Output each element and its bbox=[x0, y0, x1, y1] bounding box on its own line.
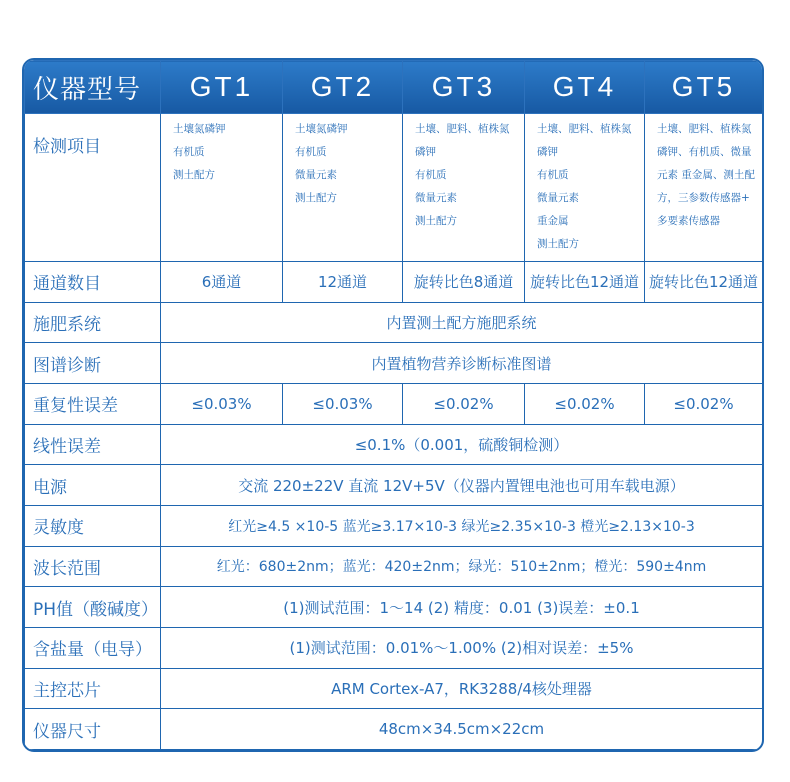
item-line: 重金属 bbox=[537, 215, 569, 227]
item-line: 元素 重金属、测土配 bbox=[657, 169, 755, 181]
items-cell-gt5 bbox=[645, 114, 763, 262]
row-items bbox=[25, 114, 763, 262]
row-label: 电源 bbox=[25, 465, 161, 506]
item-line: 多要素传感器 bbox=[657, 215, 720, 227]
row-wavelength bbox=[25, 546, 763, 587]
row-ph bbox=[25, 587, 763, 628]
row-fertilizer bbox=[25, 302, 763, 343]
row-sensitivity bbox=[25, 505, 763, 546]
repeat-error-gt2: ≤0.03% bbox=[283, 383, 403, 424]
row-size bbox=[25, 709, 763, 750]
row-label: PH值（酸碱度） bbox=[25, 587, 161, 628]
item-line: 磷钾 bbox=[415, 146, 436, 158]
power-value: 交流 220±22V 直流 12V+5V（仪器内置锂电池也可用车载电源） bbox=[161, 465, 763, 506]
item-line: 测土配方 bbox=[173, 169, 215, 181]
channels-gt3: 旋转比色8通道 bbox=[403, 262, 525, 303]
row-label: 灵敏度 bbox=[25, 505, 161, 546]
row-label: 波长范围 bbox=[25, 546, 161, 587]
item-line: 方，三参数传感器+ bbox=[657, 192, 750, 204]
model-gt2: GT2 bbox=[283, 61, 403, 114]
item-line: 有机质 bbox=[537, 169, 569, 181]
model-gt4: GT4 bbox=[525, 61, 645, 114]
row-label: 检测项目 bbox=[25, 114, 161, 262]
item-line: 微量元素 bbox=[537, 192, 579, 204]
fertilizer-value: 内置测土配方施肥系统 bbox=[161, 302, 763, 343]
row-linear-error bbox=[25, 424, 763, 465]
channels-gt4: 旋转比色12通道 bbox=[525, 262, 645, 303]
item-line: 土壤、肥料、植株氮 bbox=[657, 123, 752, 135]
row-power bbox=[25, 465, 763, 506]
item-line: 测土配方 bbox=[415, 215, 457, 227]
item-line: 测土配方 bbox=[537, 238, 579, 250]
item-line: 有机质 bbox=[415, 169, 447, 181]
channels-gt2: 12通道 bbox=[283, 262, 403, 303]
row-label: 线性误差 bbox=[25, 424, 161, 465]
items-cell-gt1 bbox=[161, 114, 283, 262]
row-label: 含盐量（电导） bbox=[25, 627, 161, 668]
header-row bbox=[25, 61, 763, 114]
salinity-value: (1)测试范围：0.01%～1.00% (2)相对误差：±5% bbox=[161, 627, 763, 668]
items-cell-gt3 bbox=[403, 114, 525, 262]
channels-gt1: 6通道 bbox=[161, 262, 283, 303]
item-line: 微量元素 bbox=[295, 169, 337, 181]
row-repeat-error bbox=[25, 383, 763, 424]
repeat-error-gt5: ≤0.02% bbox=[645, 383, 763, 424]
spec-table bbox=[24, 60, 763, 750]
channels-gt5: 旋转比色12通道 bbox=[645, 262, 763, 303]
repeat-error-gt3: ≤0.02% bbox=[403, 383, 525, 424]
row-label: 图谱诊断 bbox=[25, 343, 161, 384]
wavelength-value: 红光：680±2nm；蓝光：420±2nm；绿光：510±2nm；橙光：590±4nm bbox=[161, 546, 763, 587]
row-label: 仪器尺寸 bbox=[25, 709, 161, 750]
sensitivity-value: 红光≥4.5 ×10-5 蓝光≥3.17×10-3 绿光≥2.35×10-3 橙光≥2.13×10-3 bbox=[161, 505, 763, 546]
model-gt5: GT5 bbox=[645, 61, 763, 114]
row-diagnosis bbox=[25, 343, 763, 384]
item-line: 土壤、肥料、植株氮 bbox=[537, 123, 632, 135]
header-corner: 仪器型号 bbox=[25, 61, 161, 114]
model-gt1: GT1 bbox=[161, 61, 283, 114]
item-line: 有机质 bbox=[295, 146, 327, 158]
row-channels bbox=[25, 262, 763, 303]
diagnosis-value: 内置植物营养诊断标准图谱 bbox=[161, 343, 763, 384]
ph-value: (1)测试范围：1～14 (2) 精度：0.01 (3)误差：±0.1 bbox=[161, 587, 763, 628]
items-cell-gt2 bbox=[283, 114, 403, 262]
row-label: 施肥系统 bbox=[25, 302, 161, 343]
repeat-error-gt1: ≤0.03% bbox=[161, 383, 283, 424]
linear-error-value: ≤0.1%（0.001，硫酸铜检测） bbox=[161, 424, 763, 465]
spec-table-container bbox=[22, 58, 764, 752]
item-line: 磷钾、有机质、微量 bbox=[657, 146, 752, 158]
row-salinity bbox=[25, 627, 763, 668]
repeat-error-gt4: ≤0.02% bbox=[525, 383, 645, 424]
item-line: 有机质 bbox=[173, 146, 205, 158]
item-line: 土壤氮磷钾 bbox=[295, 123, 348, 135]
row-chip bbox=[25, 668, 763, 709]
model-gt3: GT3 bbox=[403, 61, 525, 114]
item-line: 磷钾 bbox=[537, 146, 558, 158]
item-line: 土壤氮磷钾 bbox=[173, 123, 226, 135]
items-cell-gt4 bbox=[525, 114, 645, 262]
item-line: 土壤、肥料、植株氮 bbox=[415, 123, 510, 135]
item-line: 微量元素 bbox=[415, 192, 457, 204]
item-line: 测土配方 bbox=[295, 192, 337, 204]
size-value: 48cm×34.5cm×22cm bbox=[161, 709, 763, 750]
row-label: 重复性误差 bbox=[25, 383, 161, 424]
chip-value: ARM Cortex-A7，RK3288/4核处理器 bbox=[161, 668, 763, 709]
row-label: 通道数目 bbox=[25, 262, 161, 303]
row-label: 主控芯片 bbox=[25, 668, 161, 709]
